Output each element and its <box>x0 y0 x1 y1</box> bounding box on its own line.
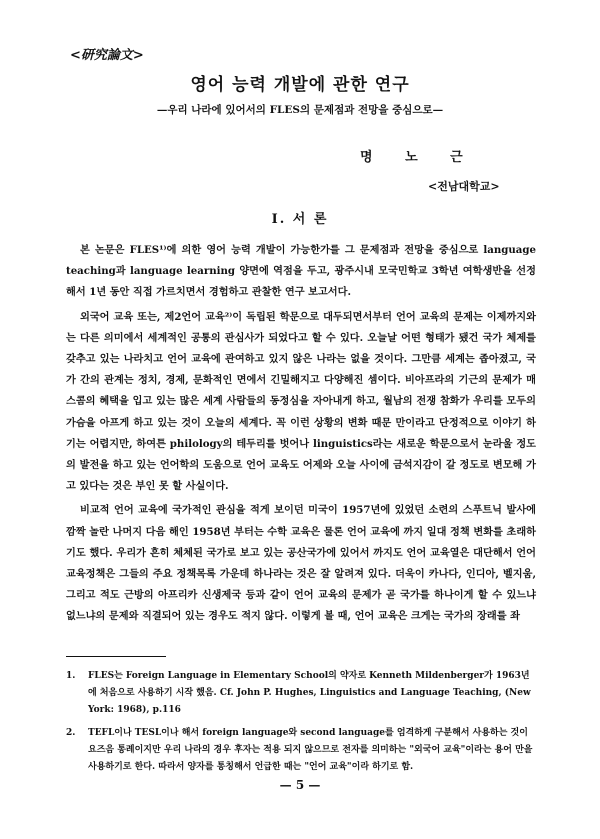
paragraph: 비교적 언어 교육에 국가적인 관심을 적게 보이던 미국이 1957년에 있었던 소련의 스푸트닉 발사에 깜짝 놀란 나머지 다음 해인 1958년 부터는 수학 교육은 물론 언어 교육에 까지 일대 정책 변화를 초래하기도 했다. 우리가 흔히 체체된 국가로 보고 있는 공산국가에 있어서 까지도 언어 교육열은 대단해서 언어 교육정책은 그들의 주요 정책목록 가운데 하나라는 것은 잘 알려져 있다. 더욱이 카나다, 인디아, 벨지움, 그리고 적도 근방의 아프리카 신생제국 등과 같이 언어 교육의 문제가 곧 국가를 하나이게 할 수 있느냐 없느냐의 문제와 직결되어 있는 경우도 적지 않다. 이렇게 볼 때, 언어 교육은 크게는 국가의 장래를 좌 <box>66 504 536 623</box>
article-type-tag: <研究論文> <box>70 48 144 63</box>
footnotes <box>66 668 536 782</box>
footnote-text: FLES는 Foreign Language in Elementary School의 약자로 Kenneth Mildenberger가 1963년에 처음으로 사용하기 시작 했음. Cf. John P. Hughes, Linguistics and Language Teaching, (New York: 1968), p.116 <box>88 671 531 715</box>
footnote-number: 1. <box>66 671 76 681</box>
page-number: — 5 — <box>279 778 321 792</box>
section-heading: I. 서 론 <box>271 212 329 227</box>
footnote-text: TEFL이나 TESL이나 해서 foreign language와 second language를 엄격하게 구분해서 사용하는 것이 요즈음 통례이지만 우리 나라의 경우 후자는 적용 되지 않으므로 전자를 의미하는 "외국어 교육"이라는 용어 만을 사용하기로 한다. 따라서 양자를 통칭해서 언급한 때는 "언어 교육"이라 하기로 함. <box>88 728 533 772</box>
footnote-divider <box>66 656 166 657</box>
footnote <box>66 668 536 719</box>
paragraph: 외국어 교육 또는, 제2언어 교육²⁾이 독립된 학문으로 대두되면서부터 언어 교육의 문제는 이제까지와는 다른 의미에서 세계적인 공통의 관심사가 되었다고 할 수 있다. 오늘날 어떤 형태가 됐건 국가 체제를 갖추고 있는 나라치고 언어 교육에 관여하고 있지 않은 나라는 없을 것이다. 그만큼 세계는 좁아졌고, 국가 간의 관계는 정치, 경제, 문화적인 면에서 긴밀해지고 다양해진 셈이다. 비아프라의 기근의 문제가 매스콤의 혜택을 입고 있는 많은 세계 사람들의 동정심을 자아내게 하고, 월남의 전쟁 참화가 우리를 모두의 가슴을 아프게 하고 있는 것이 오늘의 세계다. 꼭 이런 상황의 변화 때문 만이라고 단정적으로 이야기 하기는 어렵지만, 하여튼 philology의 테두리를 벗어나 linguistics라는 새로운 학문으로서 눈라울 정도의 발전을 하고 있는 언어학의 도움으로 언어 교육도 어제와 오늘 사이에 금석지감이 갈 정도로 변모해 가고 있다는 것은 부인 못 할 사실이다. <box>66 310 536 493</box>
paper-subtitle: —우리 나라에 있어서의 FLES의 문제점과 전망을 중심으로— <box>156 104 444 116</box>
paragraph: 본 논문은 FLES¹⁾에 의한 영어 능력 개발이 가능한가를 그 문제점과 전망을 중심으로 language teaching과 language learning 양면에 역점을 두고, 광주시내 모국민학교 3학년 여학생반을 선정해서 1년 동안 직접 가르치면서 경험하고 관찰한 연구 보고서다. <box>66 244 536 299</box>
footnote-number: 2. <box>66 728 76 738</box>
author-name: 명 노 근 <box>360 150 477 165</box>
body-text <box>66 240 536 631</box>
paper-title: 영어 능력 개발에 관한 연구 <box>190 75 410 95</box>
author-affiliation: <전남대학교> <box>428 180 500 193</box>
footnote <box>66 725 536 776</box>
